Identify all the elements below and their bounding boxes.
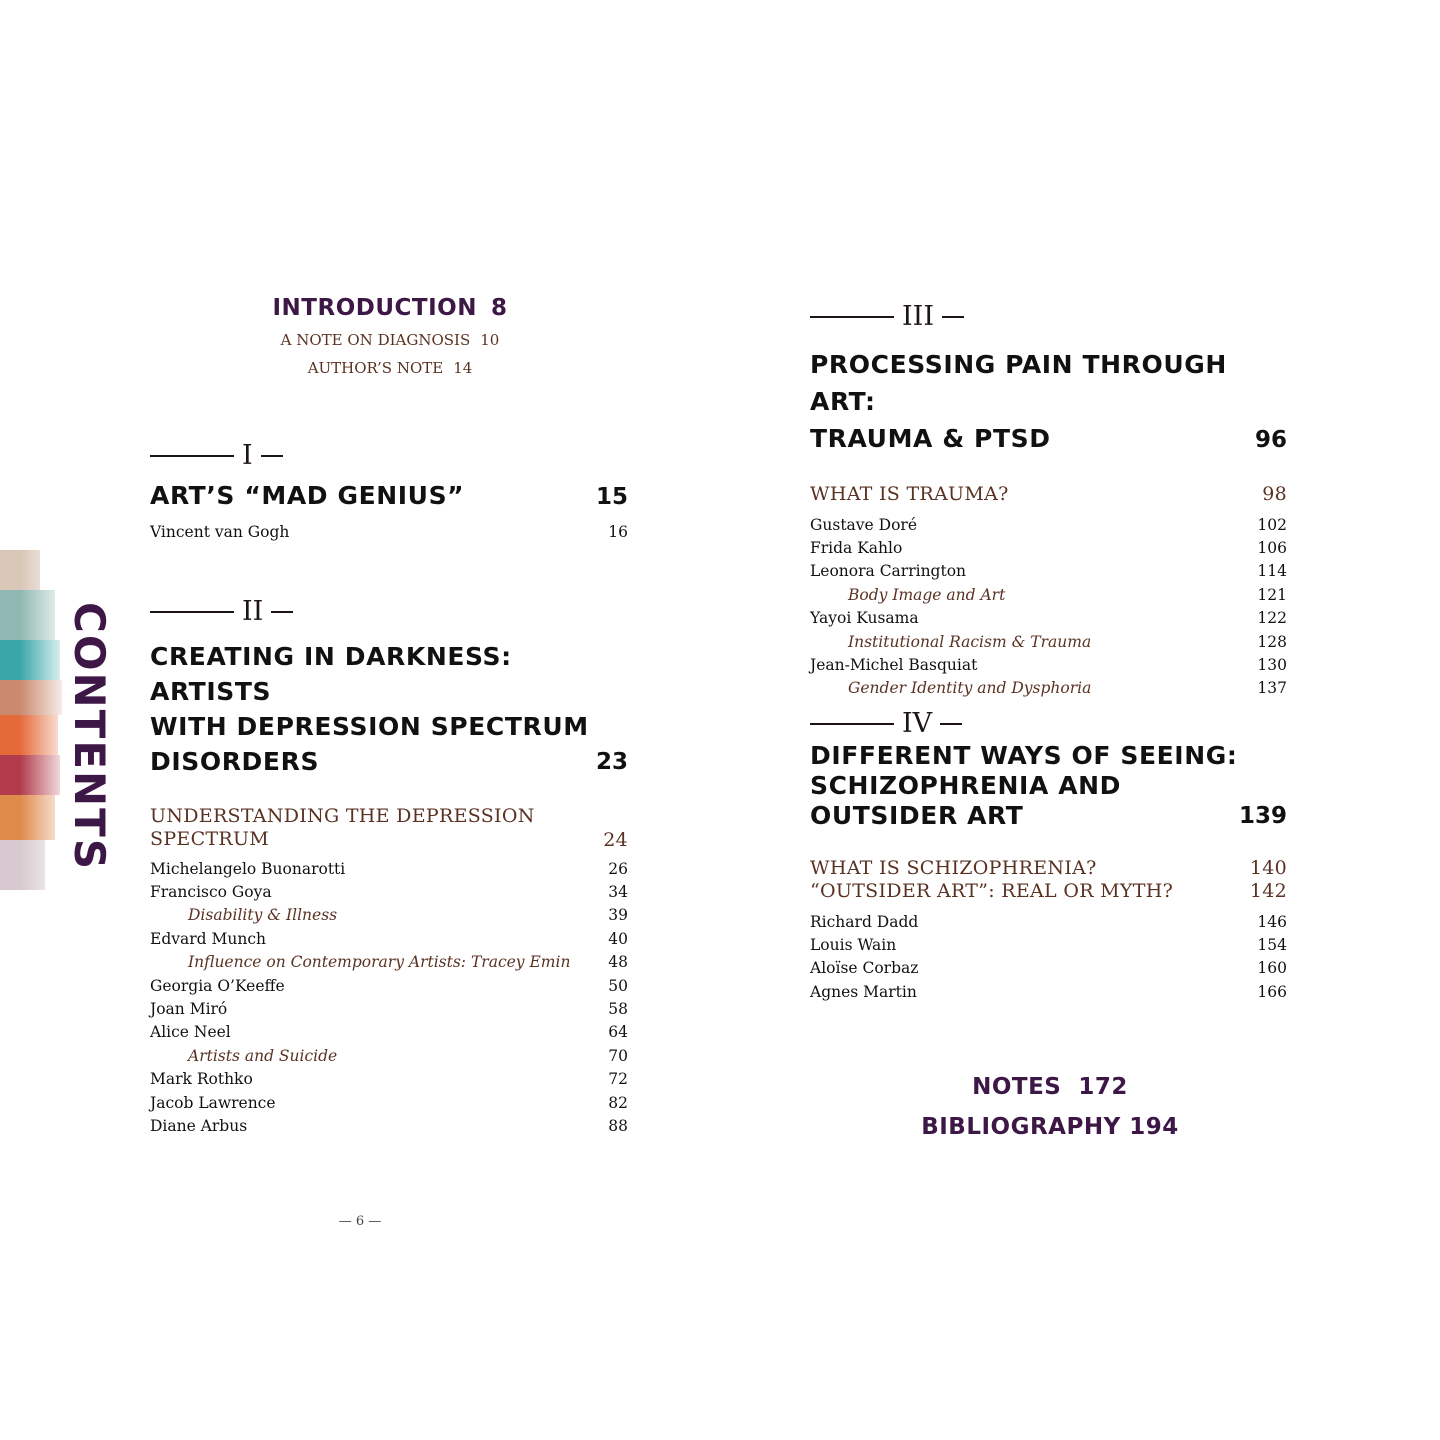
toc-entry[interactable] [150, 520, 628, 543]
entry-page: 122 [1257, 609, 1287, 628]
part-4-page: 139 [1238, 803, 1287, 829]
entry-title: Michelangelo Buonarotti [150, 859, 346, 878]
part-1-entries [150, 520, 628, 543]
entry-page: 39 [608, 906, 628, 925]
entry-title: Artists and Suicide [188, 1046, 338, 1065]
section-line: UNDERSTANDING THE DEPRESSION [150, 805, 535, 827]
section-page: 140 [1249, 857, 1287, 879]
divider [261, 455, 283, 457]
entry-page: 82 [608, 1093, 628, 1112]
section-label: WHAT IS TRAUMA? [810, 483, 1009, 505]
divider [942, 316, 964, 318]
part-4-heading-row[interactable] [810, 741, 1287, 831]
entry-title: Diane Arbus [150, 1116, 248, 1135]
entry-page: 160 [1257, 959, 1287, 978]
entry-title: Disability & Illness [188, 906, 338, 925]
front-item-page: 14 [453, 359, 473, 377]
toc-subentry[interactable] [810, 677, 1287, 700]
toc-entry[interactable] [810, 653, 1287, 676]
entry-page: 106 [1257, 539, 1287, 558]
front-item-label: A NOTE ON DIAGNOSIS [280, 331, 471, 349]
section-outsider-art[interactable] [810, 880, 1287, 902]
toc-entry[interactable] [150, 1068, 628, 1091]
back-notes[interactable] [880, 1074, 1220, 1100]
title-line: OUTSIDER ART [810, 801, 1024, 830]
divider [150, 455, 234, 457]
title-line: CREATING IN DARKNESS: ARTISTS [150, 642, 512, 706]
entry-page: 64 [608, 1023, 628, 1042]
introduction-page: 8 [490, 295, 508, 321]
entry-page: 48 [608, 953, 628, 972]
entry-page: 26 [608, 859, 628, 878]
part-1-marker [150, 440, 628, 471]
toc-entry[interactable] [810, 980, 1287, 1003]
entry-page: 16 [608, 522, 628, 541]
part-numeral: I [242, 440, 253, 471]
introduction-entry[interactable] [230, 295, 550, 321]
part-numeral: IV [902, 708, 933, 739]
entry-title: Francisco Goya [150, 883, 272, 902]
entry-page: 128 [1257, 632, 1287, 651]
entry-title: Aloïse Corbaz [810, 959, 919, 978]
part-1-title: ART’S “MAD GENIUS” [150, 481, 465, 510]
part-3-entries [810, 513, 1287, 700]
part-2-marker [150, 596, 628, 627]
toc-entry[interactable] [150, 1114, 628, 1137]
section-trauma[interactable] [810, 483, 1287, 505]
part-4-marker [810, 708, 1287, 739]
entry-page: 121 [1257, 585, 1287, 604]
back-label: NOTES [972, 1074, 1062, 1100]
toc-entry[interactable] [810, 560, 1287, 583]
divider [271, 611, 293, 613]
toc-entry[interactable] [150, 857, 628, 880]
front-item-diagnosis[interactable] [230, 331, 550, 349]
toc-entry[interactable] [150, 927, 628, 950]
front-matter [230, 295, 550, 377]
part-2-page: 23 [595, 749, 628, 775]
toc-subentry[interactable] [810, 630, 1287, 653]
part-3-page: 96 [1254, 427, 1287, 453]
title-line: DIFFERENT WAYS OF SEEING: [810, 741, 1238, 770]
part-4-entries [810, 910, 1287, 1004]
divider [150, 611, 234, 613]
part-1-heading-row[interactable] [150, 481, 628, 510]
section-schizophrenia[interactable] [810, 857, 1287, 879]
entry-page: 50 [608, 976, 628, 995]
section-line: SPECTRUM [150, 828, 270, 850]
part-1-page: 15 [595, 484, 628, 510]
part-3-marker [810, 301, 1287, 332]
entry-page: 58 [608, 1000, 628, 1019]
entry-title: Louis Wain [810, 936, 897, 955]
part-2 [150, 596, 628, 1138]
introduction-label: INTRODUCTION [272, 295, 477, 321]
toc-entry[interactable] [150, 997, 628, 1020]
entry-title: Mark Rothko [150, 1070, 253, 1089]
part-2-title [150, 639, 596, 779]
section-label [150, 805, 535, 851]
section-page: 142 [1249, 880, 1287, 902]
toc-entry[interactable] [810, 607, 1287, 630]
toc-entry[interactable] [810, 957, 1287, 980]
toc-entry[interactable] [150, 1091, 628, 1114]
section-label: “OUTSIDER ART”: REAL OR MYTH? [810, 880, 1174, 902]
entry-title: Gustave Doré [810, 515, 917, 534]
toc-entry[interactable] [150, 880, 628, 903]
entry-page: 70 [608, 1046, 628, 1065]
paint-swatch-image [0, 550, 70, 890]
part-4 [810, 708, 1287, 1004]
part-numeral: III [902, 301, 934, 332]
entry-page: 130 [1257, 656, 1287, 675]
entry-title: Richard Dadd [810, 912, 919, 931]
toc-subentry[interactable] [150, 951, 628, 974]
back-bibliography[interactable] [880, 1114, 1220, 1140]
front-item-page: 10 [480, 331, 500, 349]
section-page: 24 [603, 829, 628, 851]
entry-title: Yayoi Kusama [810, 609, 919, 628]
front-item-authors-note[interactable] [230, 359, 550, 377]
toc-entry[interactable] [810, 910, 1287, 933]
front-item-label: AUTHOR’S NOTE [307, 359, 444, 377]
back-page: 172 [1078, 1074, 1128, 1100]
part-3-title [810, 346, 1255, 457]
section-page: 98 [1262, 483, 1287, 505]
entry-page: 154 [1257, 936, 1287, 955]
part-4-title [810, 741, 1237, 831]
entry-title: Alice Neel [150, 1023, 231, 1042]
part-1 [150, 440, 628, 543]
back-page: 194 [1129, 1114, 1179, 1140]
toc-entry[interactable] [150, 974, 628, 997]
entry-page: 102 [1257, 515, 1287, 534]
page-number: — 6 — [338, 1214, 382, 1229]
toc-entry[interactable] [810, 513, 1287, 536]
entry-title: Frida Kahlo [810, 539, 903, 558]
entry-page: 114 [1257, 562, 1287, 581]
toc-entry[interactable] [810, 933, 1287, 956]
divider [810, 723, 894, 725]
entry-title: Institutional Racism & Trauma [848, 632, 1092, 651]
part-2-entries [150, 857, 628, 1138]
entry-page: 146 [1257, 912, 1287, 931]
entry-title: Joan Miró [150, 1000, 228, 1019]
entry-page: 166 [1257, 982, 1287, 1001]
title-line: TRAUMA & PTSD [810, 424, 1051, 453]
entry-title: Georgia O’Keeffe [150, 976, 285, 995]
entry-title: Jacob Lawrence [150, 1093, 276, 1112]
entry-title: Vincent van Gogh [150, 522, 290, 541]
part-3-heading-row[interactable] [810, 346, 1287, 457]
back-label: BIBLIOGRAPHY [921, 1114, 1121, 1140]
entry-page: 137 [1257, 679, 1287, 698]
toc-subentry[interactable] [150, 904, 628, 927]
entry-page: 72 [608, 1070, 628, 1089]
divider [810, 316, 894, 318]
title-line: DISORDERS [150, 747, 320, 776]
toc-entry[interactable] [810, 536, 1287, 559]
part-numeral: II [242, 596, 264, 627]
entry-title: Leonora Carrington [810, 562, 967, 581]
entry-title: Gender Identity and Dysphoria [848, 679, 1092, 698]
entry-page: 40 [608, 929, 628, 948]
toc-subentry[interactable] [150, 1044, 628, 1067]
contents-title: CONTENTS [65, 602, 114, 872]
entry-title: Influence on Contemporary Artists: Tracey Emin [188, 953, 571, 972]
part-3 [810, 301, 1287, 700]
title-line: SCHIZOPHRENIA AND [810, 771, 1122, 800]
divider [940, 723, 962, 725]
entry-page: 88 [608, 1116, 628, 1135]
section-label: WHAT IS SCHIZOPHRENIA? [810, 857, 1097, 879]
entry-title: Edvard Munch [150, 929, 266, 948]
toc-entry[interactable] [150, 1021, 628, 1044]
entry-title: Jean-Michel Basquiat [810, 656, 978, 675]
title-line: PROCESSING PAIN THROUGH ART: [810, 350, 1227, 416]
title-line: WITH DEPRESSION SPECTRUM [150, 712, 589, 741]
toc-subentry[interactable] [810, 583, 1287, 606]
entry-title: Body Image and Art [848, 585, 1006, 604]
part-2-heading-row[interactable] [150, 639, 628, 779]
entry-title: Agnes Martin [810, 982, 917, 1001]
entry-page: 34 [608, 883, 628, 902]
section-understanding[interactable] [150, 805, 628, 851]
